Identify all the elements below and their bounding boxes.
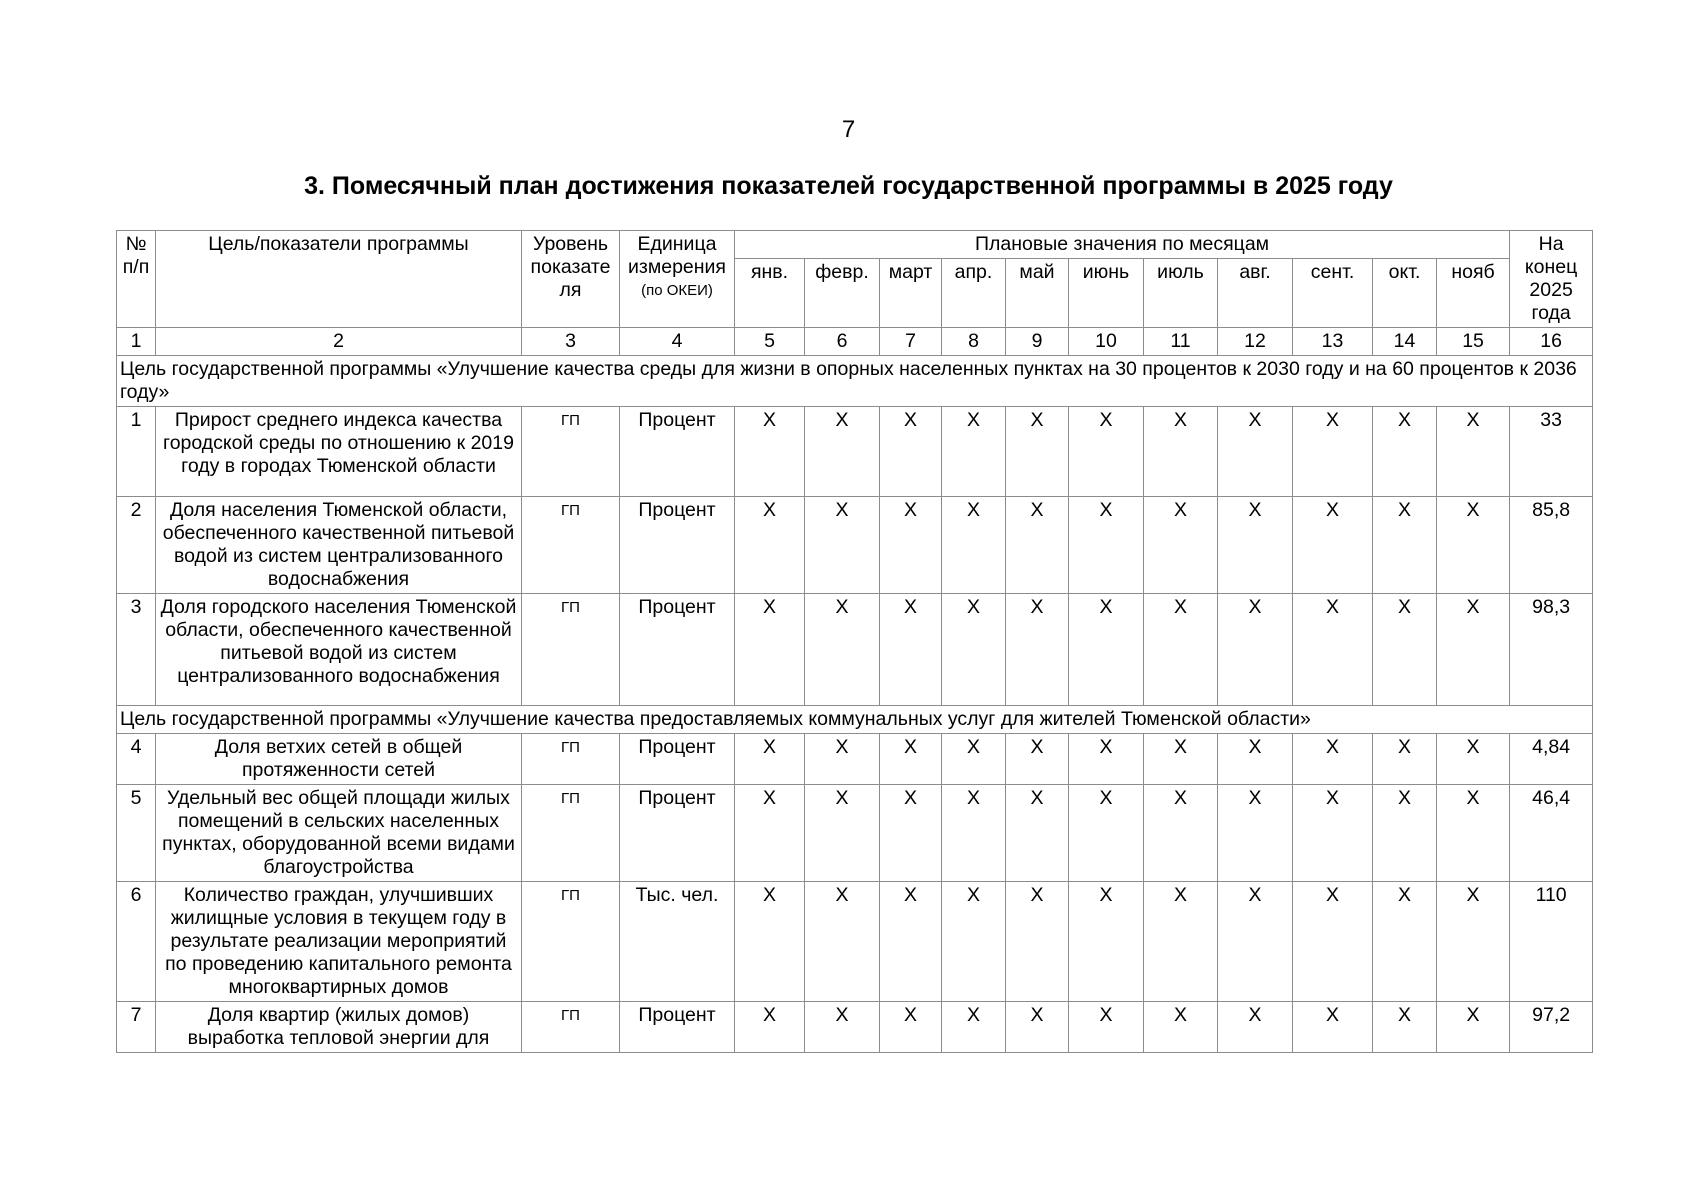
header-month: март bbox=[880, 259, 942, 328]
month-value: X bbox=[942, 785, 1006, 882]
month-value: X bbox=[1006, 594, 1069, 706]
month-value: X bbox=[1437, 734, 1510, 785]
month-value: X bbox=[1006, 882, 1069, 1002]
month-value: X bbox=[1218, 882, 1293, 1002]
month-value: X bbox=[1006, 407, 1069, 497]
indicator-level: ГП bbox=[522, 734, 620, 785]
header-month: сент. bbox=[1293, 259, 1373, 328]
goal-row bbox=[117, 356, 1593, 407]
column-number: 1 bbox=[117, 328, 156, 356]
month-value: X bbox=[1293, 785, 1373, 882]
month-value: X bbox=[942, 1002, 1006, 1053]
month-value: X bbox=[1144, 734, 1218, 785]
indicator-level: ГП bbox=[522, 594, 620, 706]
month-value: X bbox=[1437, 785, 1510, 882]
month-value: X bbox=[1144, 1002, 1218, 1053]
month-value: X bbox=[1373, 594, 1437, 706]
month-value: X bbox=[805, 594, 880, 706]
column-number: 3 bbox=[522, 328, 620, 356]
header-level: Уровень показате ля bbox=[522, 231, 620, 328]
indicator-row bbox=[117, 1002, 1593, 1053]
month-value: X bbox=[1006, 497, 1069, 594]
month-value: X bbox=[1293, 497, 1373, 594]
indicator-row bbox=[117, 785, 1593, 882]
month-value: X bbox=[735, 734, 805, 785]
indicator-level: ГП bbox=[522, 1002, 620, 1053]
column-number: 10 bbox=[1069, 328, 1144, 356]
header-unit-note: (по ОКЕИ) bbox=[641, 282, 713, 299]
month-value: X bbox=[942, 882, 1006, 1002]
month-value: X bbox=[1144, 497, 1218, 594]
month-value: X bbox=[735, 882, 805, 1002]
indicator-row bbox=[117, 882, 1593, 1002]
indicator-unit: Процент bbox=[620, 1002, 735, 1053]
indicator-unit: Процент bbox=[620, 497, 735, 594]
month-value: X bbox=[1293, 734, 1373, 785]
row-number: 4 bbox=[117, 734, 156, 785]
indicator-row bbox=[117, 497, 1593, 594]
month-value: X bbox=[1006, 1002, 1069, 1053]
month-value: X bbox=[1069, 882, 1144, 1002]
header-unit-label: Единица измерения bbox=[628, 233, 726, 278]
month-value: X bbox=[1373, 785, 1437, 882]
column-numbers-row bbox=[117, 328, 1593, 356]
indicator-name: Количество граждан, улучшивших жилищные условия в текущем году в результате реализации мероприятий по проведению капитального ремонта многоквартирных домов bbox=[156, 882, 522, 1002]
month-value: X bbox=[1437, 882, 1510, 1002]
month-value: X bbox=[735, 594, 805, 706]
month-value: X bbox=[880, 882, 942, 1002]
month-value: X bbox=[1293, 1002, 1373, 1053]
month-value: X bbox=[880, 594, 942, 706]
column-number: 15 bbox=[1437, 328, 1510, 356]
month-value: X bbox=[880, 734, 942, 785]
month-value: X bbox=[1144, 594, 1218, 706]
month-value: X bbox=[942, 594, 1006, 706]
column-number: 6 bbox=[805, 328, 880, 356]
column-number: 16 bbox=[1510, 328, 1593, 356]
indicator-unit: Процент bbox=[620, 734, 735, 785]
indicator-row bbox=[117, 734, 1593, 785]
month-value: X bbox=[880, 785, 942, 882]
header-month: авг. bbox=[1218, 259, 1293, 328]
indicator-unit: Процент bbox=[620, 594, 735, 706]
month-value: X bbox=[805, 734, 880, 785]
month-value: X bbox=[942, 734, 1006, 785]
month-value: X bbox=[735, 407, 805, 497]
header-month: февр. bbox=[805, 259, 880, 328]
month-value: X bbox=[1437, 594, 1510, 706]
column-number: 14 bbox=[1373, 328, 1437, 356]
month-value: X bbox=[805, 1002, 880, 1053]
month-value: X bbox=[1437, 497, 1510, 594]
month-value: X bbox=[880, 407, 942, 497]
row-number: 3 bbox=[117, 594, 156, 706]
month-value: X bbox=[1218, 407, 1293, 497]
indicator-row bbox=[117, 594, 1593, 706]
page-title: 3. Помесячный план достижения показателей государственной программы в 2025 году bbox=[304, 172, 1393, 200]
month-value: X bbox=[1069, 407, 1144, 497]
month-value: X bbox=[805, 497, 880, 594]
header-month: июль bbox=[1144, 259, 1218, 328]
month-value: X bbox=[1293, 407, 1373, 497]
month-value: X bbox=[805, 882, 880, 1002]
end-of-year-value: 46,4 bbox=[1510, 785, 1593, 882]
indicator-name: Прирост среднего индекса качества городской среды по отношению к 2019 году в городах Тюменской области bbox=[156, 407, 522, 497]
month-value: X bbox=[1218, 594, 1293, 706]
column-number: 2 bbox=[156, 328, 522, 356]
row-number: 7 bbox=[117, 1002, 156, 1053]
month-value: X bbox=[1218, 734, 1293, 785]
indicator-unit: Тыс. чел. bbox=[620, 882, 735, 1002]
indicator-level: ГП bbox=[522, 497, 620, 594]
end-of-year-value: 85,8 bbox=[1510, 497, 1593, 594]
monthly-plan-table bbox=[116, 230, 1593, 1053]
goal-row bbox=[117, 706, 1593, 734]
indicator-name: Удельный вес общей площади жилых помещений в сельских населенных пунктах, оборудованной всеми видами благоустройства bbox=[156, 785, 522, 882]
end-of-year-value: 33 bbox=[1510, 407, 1593, 497]
month-value: X bbox=[1293, 594, 1373, 706]
column-number: 11 bbox=[1144, 328, 1218, 356]
month-value: X bbox=[1218, 497, 1293, 594]
column-number: 13 bbox=[1293, 328, 1373, 356]
end-of-year-value: 110 bbox=[1510, 882, 1593, 1002]
indicator-name: Доля городского населения Тюменской области, обеспеченного качественной питьевой водой из систем централизованного водоснабжения bbox=[156, 594, 522, 706]
month-value: X bbox=[735, 1002, 805, 1053]
header-planned: Плановые значения по месяцам bbox=[735, 231, 1510, 259]
month-value: X bbox=[1144, 407, 1218, 497]
indicator-level: ГП bbox=[522, 882, 620, 1002]
month-value: X bbox=[1069, 734, 1144, 785]
month-value: X bbox=[735, 785, 805, 882]
end-of-year-value: 98,3 bbox=[1510, 594, 1593, 706]
column-number: 7 bbox=[880, 328, 942, 356]
month-value: X bbox=[1069, 497, 1144, 594]
column-number: 9 bbox=[1006, 328, 1069, 356]
indicator-name: Доля населения Тюменской области, обеспеченного качественной питьевой водой из систем централизованного водоснабжения bbox=[156, 497, 522, 594]
header-unit bbox=[620, 231, 735, 328]
indicator-level: ГП bbox=[522, 407, 620, 497]
end-of-year-value: 97,2 bbox=[1510, 1002, 1593, 1053]
month-value: X bbox=[805, 407, 880, 497]
indicator-row bbox=[117, 407, 1593, 497]
month-value: X bbox=[1218, 1002, 1293, 1053]
header-month: апр. bbox=[942, 259, 1006, 328]
row-number: 6 bbox=[117, 882, 156, 1002]
month-value: X bbox=[1069, 594, 1144, 706]
header-month: июнь bbox=[1069, 259, 1144, 328]
month-value: X bbox=[1006, 734, 1069, 785]
month-value: X bbox=[1144, 882, 1218, 1002]
month-value: X bbox=[1144, 785, 1218, 882]
indicator-name: Доля ветхих сетей в общей протяженности сетей bbox=[156, 734, 522, 785]
header-end-of-year: На конец 2025 года bbox=[1510, 231, 1593, 328]
indicator-unit: Процент bbox=[620, 785, 735, 882]
month-value: X bbox=[1006, 785, 1069, 882]
goal-text: Цель государственной программы «Улучшение качества предоставляемых коммунальных услуг для жителей Тюменской области» bbox=[117, 706, 1593, 734]
month-value: X bbox=[942, 497, 1006, 594]
month-value: X bbox=[1373, 407, 1437, 497]
month-value: X bbox=[1373, 497, 1437, 594]
month-value: X bbox=[1437, 1002, 1510, 1053]
header-month: нояб bbox=[1437, 259, 1510, 328]
row-number: 2 bbox=[117, 497, 156, 594]
month-value: X bbox=[880, 1002, 942, 1053]
row-number: 5 bbox=[117, 785, 156, 882]
month-value: X bbox=[735, 497, 805, 594]
header-month: окт. bbox=[1373, 259, 1437, 328]
month-value: X bbox=[805, 785, 880, 882]
indicator-unit: Процент bbox=[620, 407, 735, 497]
month-value: X bbox=[1218, 785, 1293, 882]
month-value: X bbox=[1437, 407, 1510, 497]
header-month: май bbox=[1006, 259, 1069, 328]
column-number: 8 bbox=[942, 328, 1006, 356]
end-of-year-value: 4,84 bbox=[1510, 734, 1593, 785]
month-value: X bbox=[1373, 734, 1437, 785]
month-value: X bbox=[1293, 882, 1373, 1002]
indicator-name: Доля квартир (жилых домов) выработка тепловой энергии для bbox=[156, 1002, 522, 1053]
month-value: X bbox=[880, 497, 942, 594]
header-month: янв. bbox=[735, 259, 805, 328]
month-value: X bbox=[1373, 882, 1437, 1002]
month-value: X bbox=[942, 407, 1006, 497]
page-number: 7 bbox=[841, 116, 856, 143]
month-value: X bbox=[1373, 1002, 1437, 1053]
column-number: 4 bbox=[620, 328, 735, 356]
month-value: X bbox=[1069, 1002, 1144, 1053]
column-number: 12 bbox=[1218, 328, 1293, 356]
row-number: 1 bbox=[117, 407, 156, 497]
goal-text: Цель государственной программы «Улучшение качества среды для жизни в опорных населенных пунктах на 30 процентов к 2030 году и на 60 процентов к 2036 году» bbox=[117, 356, 1593, 407]
column-number: 5 bbox=[735, 328, 805, 356]
plan-body bbox=[117, 356, 1593, 1053]
header-goal: Цель/показатели программы bbox=[156, 231, 522, 328]
month-value: X bbox=[1069, 785, 1144, 882]
header-num: № п/п bbox=[117, 231, 156, 328]
indicator-level: ГП bbox=[522, 785, 620, 882]
